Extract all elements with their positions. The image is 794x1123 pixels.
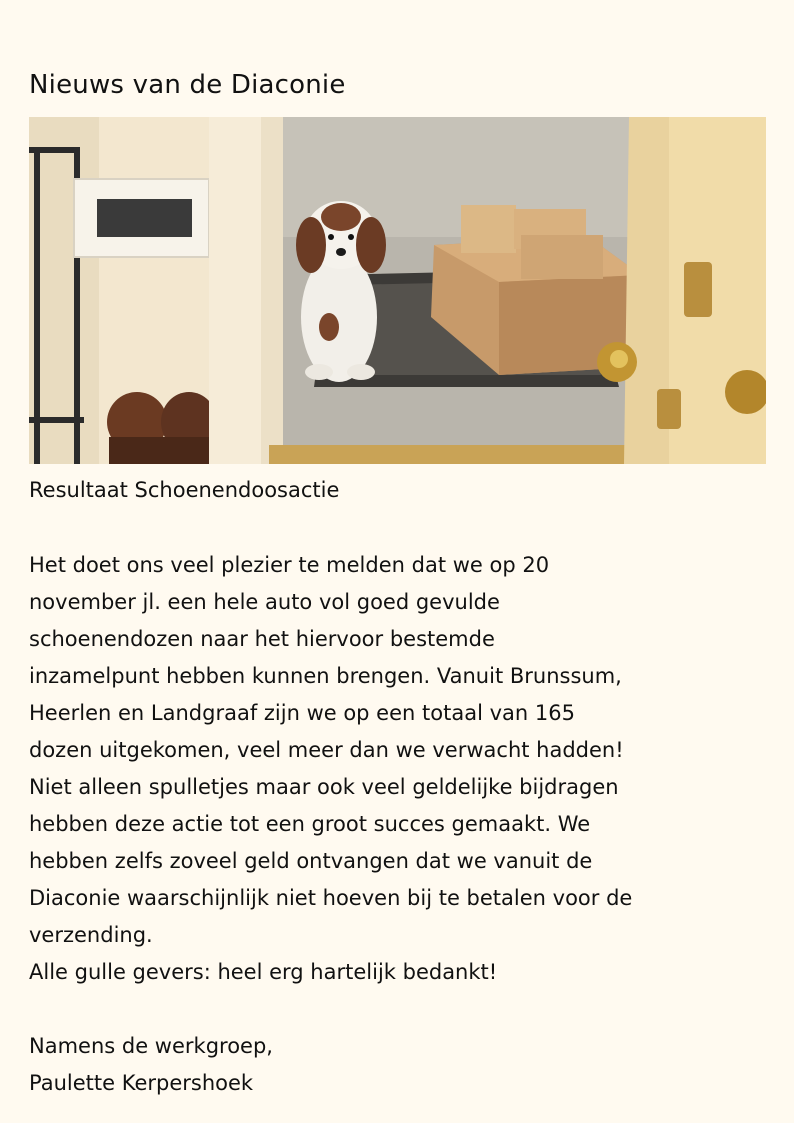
body-line: hebben deze actie tot een groot succes gemaakt. We — [29, 812, 591, 836]
page-title: Nieuws van de Diaconie — [29, 70, 346, 100]
body-line: inzamelpunt hebben kunnen brengen. Vanuit Brunssum, — [29, 664, 622, 688]
body-line: schoenendozen naar het hiervoor bestemde — [29, 627, 495, 651]
signoff-line: Namens de werkgroep, — [29, 1034, 273, 1058]
body-line: hebben zelfs zoveel geld ontvangen dat we vanuit de — [29, 849, 593, 873]
doorstep-photo — [29, 117, 766, 464]
article-body — [29, 547, 769, 1102]
thanks-line: Alle gulle gevers: heel erg hartelijk bedankt! — [29, 960, 498, 984]
body-line: november jl. een hele auto vol goed gevulde — [29, 590, 500, 614]
body-line: verzending. — [29, 923, 153, 947]
body-line: Heerlen en Landgraaf zijn we op een totaal van 165 — [29, 701, 575, 725]
author-name: Paulette Kerpershoek — [29, 1071, 254, 1095]
body-line: Het doet ons veel plezier te melden dat we op 20 — [29, 553, 550, 577]
article-subtitle: Resultaat Schoenendoosactie — [29, 478, 340, 502]
body-line: dozen uitgekomen, veel meer dan we verwacht hadden! — [29, 738, 624, 762]
body-line: Diaconie waarschijnlijk niet hoeven bij te betalen voor de — [29, 886, 633, 910]
body-line: Niet alleen spulletjes maar ook veel geldelijke bijdragen — [29, 775, 619, 799]
